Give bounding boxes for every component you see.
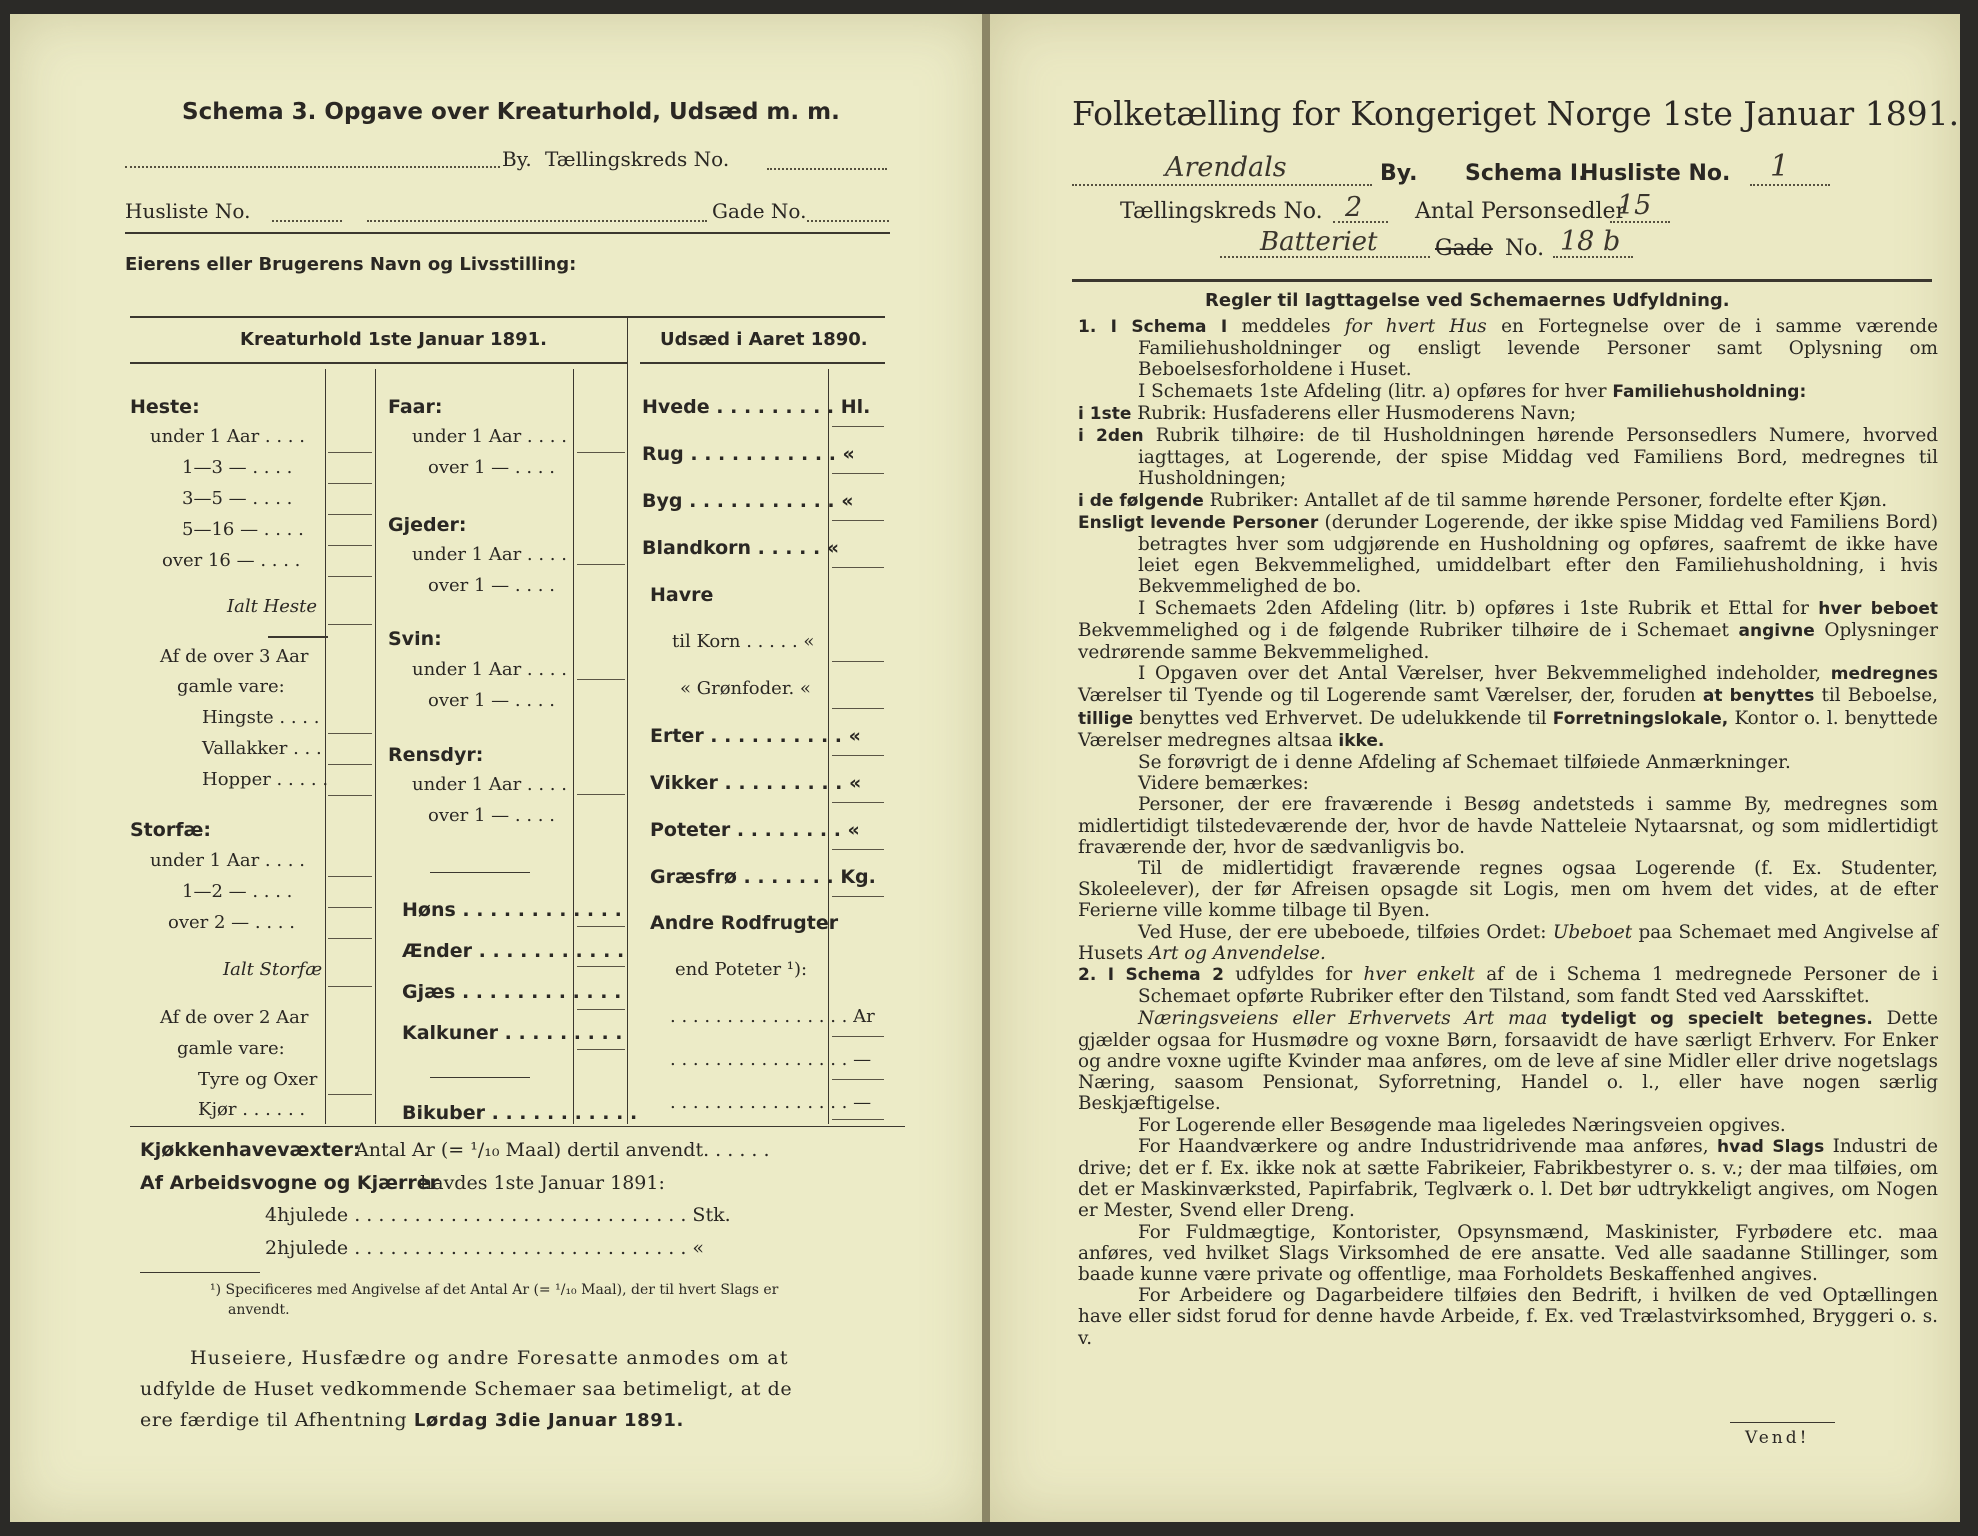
gade-no-field[interactable] — [807, 220, 889, 222]
faar-row: under 1 Aar . . . . — [412, 426, 567, 447]
rule-paragraph: Næringsveiens eller Erhvervets Art maa tydeligt og specielt betegnes. Dette gjælder ogsaa for Husmødre og voxne Børn, forsaavidt de have særligt Erhverv. For Enker og andre voxne ugifte Kvinder maa anføres, om de leve af sine Midler eller drive nogetslags Næring, saasom Pensionat, Syforretning, Handel o. l., eller have nogen særlig Beskjæftigelse. — [1078, 1007, 1938, 1115]
closing-line: Huseiere, Husfædre og andre Foresatte anmodes om at — [190, 1347, 789, 1369]
table-bottom-rule — [130, 1126, 905, 1127]
answer-blank[interactable] — [577, 1049, 625, 1050]
svin-row: over 1 — . . . . — [428, 690, 555, 711]
answer-blank[interactable] — [328, 907, 372, 908]
faar-row: over 1 — . . . . — [428, 457, 555, 478]
table-top-rule — [130, 316, 885, 318]
faar-title: Faar: — [388, 396, 443, 418]
answer-blank[interactable] — [832, 1079, 884, 1080]
answer-blank[interactable] — [577, 926, 625, 927]
heste-row: over 16 — . . . . — [162, 550, 301, 571]
closing-line — [140, 1409, 684, 1431]
answer-blank[interactable] — [328, 624, 372, 625]
rensdyr-row: under 1 Aar . . . . — [412, 774, 567, 795]
storfae-sub: gamle vare: — [177, 1038, 285, 1059]
heste-total: Ialt Heste — [227, 596, 318, 617]
husliste-field[interactable] — [1750, 184, 1830, 186]
answer-blank[interactable] — [328, 576, 372, 577]
rule-paragraph: i de følgende Rubriker: Antallet af de til samme hørende Personer, fordelte efter Kjøn. — [1078, 489, 1888, 511]
taellingskreds-field[interactable] — [767, 168, 887, 170]
answer-blank[interactable] — [328, 452, 372, 453]
answer-blank[interactable] — [832, 661, 884, 662]
answer-blank[interactable] — [328, 764, 372, 765]
answer-blank[interactable] — [832, 896, 884, 897]
udsaed-row: Hvede . . . . . . . . . Hl. — [642, 396, 871, 418]
by-label: By. — [1380, 161, 1418, 186]
col-line — [325, 369, 326, 1124]
rule-paragraph: I Opgaven over det Antal Værelser, hver Bekvemmelighed indeholder, medregnes Værelser til Tyende og til Logerende samt Værelser, der, foruden at benyttes til Beboelse, tillige benyttes ved Erhvervet. De udelukkende til Forretningslokale, Kontor o. l. benyttede Værelser medregnes altsaa ikke. — [1078, 663, 1938, 751]
bikuber-row: Bikuber . . . . . . . . . . . — [402, 1102, 638, 1124]
total-rule — [268, 636, 328, 638]
antal-field[interactable] — [1610, 221, 1670, 223]
udsaed-row: end Poteter ¹): — [675, 959, 808, 980]
footnote-line: anvendt. — [228, 1302, 290, 1318]
col-line — [375, 369, 376, 1124]
arbeidsvogne-text: havdes 1ste Januar 1891: — [420, 1172, 665, 1194]
udsaed-header-rule — [640, 362, 885, 364]
rule-paragraph: Til de midlertidigt fraværende regnes ogsaa Logerende (f. Ex. Studenter, Skoleelever), der før Afreisen opsagde sit Logis, men om hvem det vides, at de efter Ferierne ville komme tilbage til Byen. — [1078, 858, 1938, 922]
answer-blank[interactable] — [832, 567, 884, 568]
vend-label: Vend! — [1745, 1428, 1810, 1448]
footnote-line: ¹) Specificeres med Angivelse af det Antal Ar (= ¹/₁₀ Maal), der til hvert Slags er — [210, 1282, 779, 1298]
gade-field[interactable] — [367, 220, 707, 222]
storfae-sub-row: Tyre og Oxer — [198, 1069, 318, 1090]
udsaed-row: . . . . . . . . . . . . . . . . — — [670, 1092, 872, 1113]
rule-paragraph: Ensligt levende Personer (derunder Logerende, der ikke spise Middag ved Familiens Bord) betragtes hver som udgjørende en Husholdning og opføres, saafremt de ikke have leiet egen Bekvemmelighed, umiddelbart efter den Familiehusholdning, i hvis Bekvemmelighed de bo. — [1078, 511, 1938, 598]
by-label: By. — [502, 147, 532, 171]
answer-blank[interactable] — [577, 679, 625, 680]
answer-blank[interactable] — [577, 564, 625, 565]
answer-blank[interactable] — [832, 520, 884, 521]
hoens-row: Høns . . . . . . . . . . . . — [402, 899, 622, 921]
header-rule — [1072, 279, 1932, 282]
udsaed-row: Erter . . . . . . . . . . « — [650, 725, 861, 747]
census-title: Folketælling for Kongeriget Norge 1ste Januar 1891. — [1072, 94, 1960, 133]
husliste-label: Husliste No. — [125, 199, 251, 223]
antal-label: Antal Personsedler — [1415, 199, 1627, 224]
kjokken-label: Kjøkkenhavevæxter: — [140, 1139, 361, 1161]
schema3-title: Schema 3. Opgave over Kreaturhold, Udsæd m. m. — [182, 99, 840, 125]
udsaed-row: . . . . . . . . . . . . . . . . — — [670, 1049, 872, 1070]
gjaes-row: Gjæs . . . . . . . . . . . . — [402, 981, 622, 1003]
closing-line: udfylde de Huset vedkommende Schemaer saa betimeligt, at de — [140, 1378, 793, 1400]
rule-paragraph: For Fuldmægtige, Kontorister, Opsynsmænd, Maskinister, Fyrbødere etc. maa anføres, ved hvilket Slags Virksomhed de ere ansatte. Ved alle saadanne Stillinger, som baade kunne være private og offentlige, maa Forholdets Beskaffenhed angives. — [1078, 1221, 1938, 1285]
schema-label: Schema I. — [1465, 161, 1587, 186]
udsaed-row: . . . . . . . . . . . . . . . . Ar — [670, 1006, 875, 1027]
rensdyr-row: over 1 — . . . . — [428, 805, 555, 826]
rule-paragraph: Videre bemærkes: — [1138, 773, 1309, 795]
storfae-total: Ialt Storfæ — [223, 959, 323, 980]
answer-blank[interactable] — [577, 966, 625, 967]
taellingskreds-label: Tællingskreds No. — [545, 147, 730, 171]
heste-row: 1—3 — . . . . — [182, 457, 293, 478]
rule-paragraph: Ved Huse, der ere ubeboede, tilføies Ordet: Ubeboet paa Schemaet med Angivelse af Husets Art og Anvendelse. — [1078, 921, 1938, 964]
hjulede4-row: 4hjulede . . . . . . . . . . . . . . . . . . . . . . . . . . . . Stk. — [265, 1204, 731, 1226]
udsaed-row: til Korn . . . . . « — [672, 631, 815, 652]
rules-title: Regler til Iagttagelse ved Schemaernes Udfyldning. — [1205, 290, 1730, 311]
answer-blank[interactable] — [328, 514, 372, 515]
udsaed-header: Udsæd i Aaret 1890. — [660, 329, 868, 350]
rule-paragraph: For Arbeidere og Dagarbeidere tilføies den Bedrift, i hvilken de ved Optællingen have eller sidst forud for denne havde Arbeide, f. Ex. ved Trælastvirksomhed, Bryggeri o. s. v. — [1078, 1285, 1938, 1349]
answer-blank[interactable] — [328, 483, 372, 484]
heste-sub: Af de over 3 Aar — [160, 646, 309, 667]
storfae-title: Storfæ: — [130, 819, 211, 841]
heste-sub-row: Vallakker . . . — [202, 738, 322, 759]
storfae-sub: Af de over 2 Aar — [160, 1007, 309, 1028]
rule-paragraph: Se forøvrigt de i denne Afdeling af Schemaet tilføiede Anmærkninger. — [1138, 752, 1791, 774]
heste-row: 3—5 — . . . . — [182, 488, 293, 509]
divider — [430, 872, 530, 873]
answer-blank[interactable] — [832, 426, 884, 427]
answer-blank[interactable] — [832, 755, 884, 756]
storfae-row: under 1 Aar . . . . — [150, 850, 305, 871]
answer-blank[interactable] — [832, 802, 884, 803]
rule-paragraph: i 2den Rubrik tilhøire: de til Husholdningen hørende Personsedlers Numere, hvorved iagttages, at Logerende, der spise Middag ved Familiens Bord, medregnes til Husholdningen; — [1078, 425, 1938, 490]
rensdyr-title: Rensdyr: — [388, 744, 484, 766]
hjulede2-row: 2hjulede . . . . . . . . . . . . . . . . . . . . . . . . . . . . « — [265, 1237, 705, 1259]
by-field[interactable] — [125, 166, 500, 168]
arbeidsvogne-label: Af Arbeidsvogne og Kjærrer — [140, 1172, 440, 1194]
table-divider — [627, 316, 628, 1124]
udsaed-row: Rug . . . . . . . . . . . « — [642, 443, 855, 465]
heste-row: under 1 Aar . . . . — [150, 426, 305, 447]
answer-blank[interactable] — [577, 794, 625, 795]
rules-body — [1078, 316, 1938, 1349]
rule-paragraph: 1. I Schema I meddeles for hvert Hus en Fortegnelse over de i samme værende Familiehusholdninger og ensligt levende Personer samt Oplysning om Beboelsesforholdene i Huset. — [1078, 316, 1938, 381]
husliste-value: 1 — [1770, 149, 1790, 184]
gjeder-row: over 1 — . . . . — [428, 575, 555, 596]
svin-row: under 1 Aar . . . . — [412, 659, 567, 680]
gjeder-title: Gjeder: — [388, 514, 467, 536]
answer-blank[interactable] — [577, 452, 625, 453]
udsaed-row: « Grønfoder. « — [680, 678, 811, 699]
heste-sub-row: Hingste . . . . — [202, 707, 320, 728]
header-rule — [125, 232, 890, 234]
answer-blank[interactable] — [832, 473, 884, 474]
heste-sub: gamle vare: — [177, 676, 285, 697]
closing-line-text: ere færdige til Afhentning — [140, 1409, 408, 1431]
aender-row: Ænder . . . . . . . . . . . — [402, 940, 625, 962]
udsaed-row: Blandkorn . . . . . « — [642, 537, 840, 559]
antal-value: 15 — [1617, 190, 1652, 221]
storfae-sub-row: Kjør . . . . . . — [198, 1099, 306, 1120]
answer-blank[interactable] — [328, 986, 372, 987]
rule-paragraph: 2. I Schema 2 udfyldes for hver enkelt af de i Schema 1 medregnede Personer de i Schemaet opførte Rubriker efter den Tilstand, som fandt Sted ved Aarsskiftet. — [1078, 964, 1938, 1008]
udsaed-row: Poteter . . . . . . . . « — [650, 819, 860, 841]
closing-deadline: Lørdag 3die Januar 1891. — [413, 1410, 684, 1431]
kalkuner-row: Kalkuner . . . . . . . . . — [402, 1022, 623, 1044]
answer-blank[interactable] — [328, 545, 372, 546]
gade-label: Gade No. — [712, 199, 807, 223]
eier-label: Eierens eller Brugerens Navn og Livsstilling: — [125, 254, 577, 275]
left-page — [10, 14, 985, 1522]
udsaed-row: Græsfrø . . . . . . . Kg. — [650, 866, 876, 888]
kreaturhold-header-rule — [130, 362, 627, 364]
rule-paragraph: i 1ste Rubrik: Husfaderens eller Husmoderens Navn; — [1078, 402, 1577, 424]
answer-blank[interactable] — [577, 1009, 625, 1010]
heste-sub-row: Hopper . . . . . — [202, 769, 329, 790]
rule-paragraph: For Haandværkere og andre Industridrivende maa anføres, hvad Slags Industri de drive; det er f. Ex. ikke nok at sætte Fabrikeier, Fabrikbestyrer o. s. v.; der maa tilføies, om det er Maskinværksted, Papirfabrik, Teglværk o. l. Det bør udtrykkeligt angives, om Nogen er Mester, Svend eller Dreng. — [1078, 1135, 1938, 1222]
gade-no-value: 18 b — [1560, 226, 1621, 257]
footnote-rule — [140, 1272, 260, 1273]
right-page — [990, 14, 1960, 1522]
husliste-label: Husliste No. — [1580, 161, 1731, 186]
by-field[interactable] — [1072, 184, 1372, 186]
husliste-field[interactable] — [272, 220, 342, 222]
heste-row: 5—16 — . . . . — [182, 519, 304, 540]
rule-paragraph: Personer, der ere fraværende i Besøg andetsteds i samme By, medregnes som midlertidigt tilstedeværende der, hvor de havde Natteleie Nytaarsnat, og som midlertidigt fraværende der, hvor de sædvanligvis bo. — [1078, 794, 1938, 858]
answer-blank[interactable] — [328, 733, 372, 734]
storfae-row: over 2 — . . . . — [168, 912, 295, 933]
udsaed-row: Vikker . . . . . . . . . « — [650, 772, 862, 794]
taellingskreds-value: 2 — [1345, 192, 1363, 223]
gade-value: Batteriet — [1260, 227, 1378, 257]
by-value: Arendals — [1165, 152, 1287, 183]
storfae-row: 1—2 — . . . . — [182, 881, 293, 902]
heste-title: Heste: — [130, 396, 200, 418]
rule-paragraph: I Schemaets 2den Afdeling (litr. b) opføres i 1ste Rubrik et Ettal for hver beboet Bekvemmelighed og i de følgende Rubriker tilhøire de i Schemaet angivne Oplysninger vedrørende samme Bekvemmelighed. — [1078, 597, 1938, 664]
rule-paragraph: I Schemaets 1ste Afdeling (litr. a) opføres for hver Familiehusholdning: — [1138, 380, 1807, 402]
gade-no-label: No. — [1505, 236, 1545, 261]
svin-title: Svin: — [388, 628, 442, 650]
divider — [430, 1077, 530, 1078]
answer-blank[interactable] — [832, 1036, 884, 1037]
vend-rule — [1730, 1422, 1835, 1423]
answer-blank[interactable] — [832, 1119, 884, 1120]
udsaed-row: Byg . . . . . . . . . . . « — [642, 490, 854, 512]
gjeder-row: under 1 Aar . . . . — [412, 544, 567, 565]
answer-blank[interactable] — [832, 708, 884, 709]
kreaturhold-header: Kreaturhold 1ste Januar 1891. — [240, 329, 547, 350]
udsaed-row: Andre Rodfrugter — [650, 912, 839, 934]
answer-blank[interactable] — [328, 795, 372, 796]
answer-blank[interactable] — [328, 1094, 372, 1095]
taellingskreds-label: Tællingskreds No. — [1120, 199, 1323, 224]
answer-blank[interactable] — [832, 849, 884, 850]
gade-label: Gade — [1435, 236, 1493, 261]
col-line — [573, 369, 574, 1124]
answer-blank[interactable] — [328, 938, 372, 939]
kjokken-text: Antal Ar (= ¹/₁₀ Maal) dertil anvendt. . . . . . — [355, 1139, 770, 1161]
answer-blank[interactable] — [328, 876, 372, 877]
rule-paragraph: For Logerende eller Besøgende maa ligeledes Næringsveien opgives. — [1138, 1114, 1786, 1136]
udsaed-row: Havre — [650, 584, 714, 606]
